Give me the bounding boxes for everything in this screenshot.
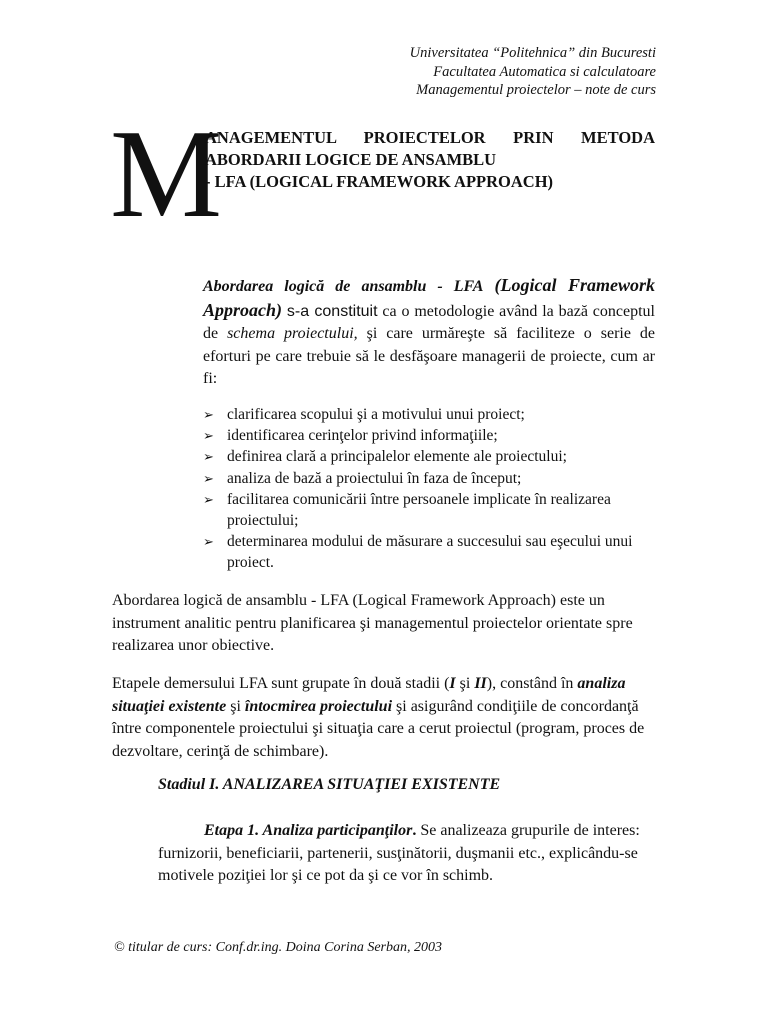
- list-item-text: identificarea cerinţelor privind informaţiile;: [227, 427, 498, 445]
- course-header: [410, 44, 656, 100]
- title-line-1: ANAGEMENTUL PROIECTELOR PRIN METODA: [205, 128, 655, 147]
- header-university: Universitatea “Politehnica” din Bucuresti: [409, 45, 656, 61]
- list-item: [203, 425, 663, 446]
- objectives-list: [203, 404, 663, 574]
- title-line-3: - LFA (LOGICAL FRAMEWORK APPROACH): [205, 172, 554, 191]
- arrow-bullet-icon: ➢: [203, 491, 214, 507]
- intro-lead-english: (Logical Framework Approach): [203, 275, 656, 320]
- list-item: [203, 446, 663, 467]
- lfa-stages-paragraph: [112, 673, 652, 763]
- stages-analysis-term: analiza situaţiei existente: [112, 675, 626, 715]
- step-one-title: Etapa 1. Analiza participanţilor: [204, 822, 413, 839]
- list-item: [203, 404, 663, 425]
- intro-schema: schema proiectului,: [227, 325, 358, 342]
- title-line-2: ABORDARII LOGICE DE ANSAMBLU: [205, 150, 497, 169]
- step-one-paragraph: [158, 820, 658, 888]
- section-heading-stage-one: Stadiul I. ANALIZAREA SITUAŢIEI EXISTENTE: [158, 776, 501, 793]
- stage-two-label: II: [474, 675, 487, 692]
- stages-text-a: Etapele demersului LFA sunt grupate în două stadii (: [112, 675, 450, 692]
- arrow-bullet-icon: ➢: [203, 428, 214, 444]
- lfa-definition-paragraph: Abordarea logică de ansamblu - LFA (Logical Framework Approach) este un instrument analitic pentru planificarea şi managementul proiectelor orientate spre realizarea unor obiective.: [112, 592, 633, 654]
- intro-constituted: s-a constituit: [286, 302, 378, 320]
- stages-text-d: şi: [226, 697, 245, 715]
- arrow-bullet-icon: ➢: [203, 470, 214, 486]
- intro-text-a: ca o metodologie având la bază conceptul de: [203, 302, 655, 342]
- stages-drafting-term: întocmirea proiectului: [244, 697, 393, 715]
- list-item-text: definirea clară a principalelor elemente ale proiectului;: [227, 448, 567, 466]
- intro-text-b: şi care urmăreşte să faciliteze o serie de eforturi pe care trebuie să le desfăşoare managerii de proiecte, cum ar fi:: [203, 325, 656, 387]
- list-item: [203, 531, 663, 573]
- footer-copyright: © titular de curs: Conf.dr.ing. Doina Corina Serban, 2003: [114, 940, 442, 955]
- step-one-title-dot: .: [412, 822, 417, 839]
- step-one-text: Se analizeaza grupurile de interes: furnizorii, beneficiarii, partenerii, susţinătorii, duşmanii etc., explicându-se motivele poziţiei lor şi ce pot da şi ce vor în schimb.: [158, 822, 640, 884]
- intro-paragraph: [203, 274, 655, 391]
- document-title: [205, 127, 655, 193]
- arrow-bullet-icon: ➢: [203, 407, 214, 422]
- arrow-bullet-icon: ➢: [203, 534, 214, 550]
- list-item-text: analiza de bază a proiectului în faza de început;: [227, 469, 522, 487]
- title-dropcap: M: [110, 105, 223, 244]
- list-item-text: facilitarea comunicării între persoanele implicate în realizarea proiectului;: [227, 490, 611, 530]
- list-item: [203, 468, 663, 489]
- stages-text-e: şi asigurând condiţiile de concordanţă între componentele proiectului şi situaţia care a cerut proiectul (program, proces de dezvoltare, cerinţă de schimbare).: [112, 697, 645, 760]
- stage-one-label: I: [449, 675, 456, 692]
- list-item: [203, 489, 663, 531]
- list-item-text: clarificarea scopului şi a motivului unui proiect;: [227, 406, 525, 423]
- stages-text-c: ), constând în: [486, 675, 578, 692]
- intro-lead: Abordarea logică de ansamblu - LFA: [203, 278, 484, 295]
- header-course: Managementul proiectelor – note de curs: [416, 82, 656, 98]
- header-faculty: Facultatea Automatica si calculatoare: [433, 63, 656, 80]
- stages-text-b: şi: [455, 675, 475, 692]
- list-item-text: determinarea modului de măsurare a succesului sau eşecului unui proiect.: [227, 533, 633, 572]
- arrow-bullet-icon: ➢: [203, 449, 214, 465]
